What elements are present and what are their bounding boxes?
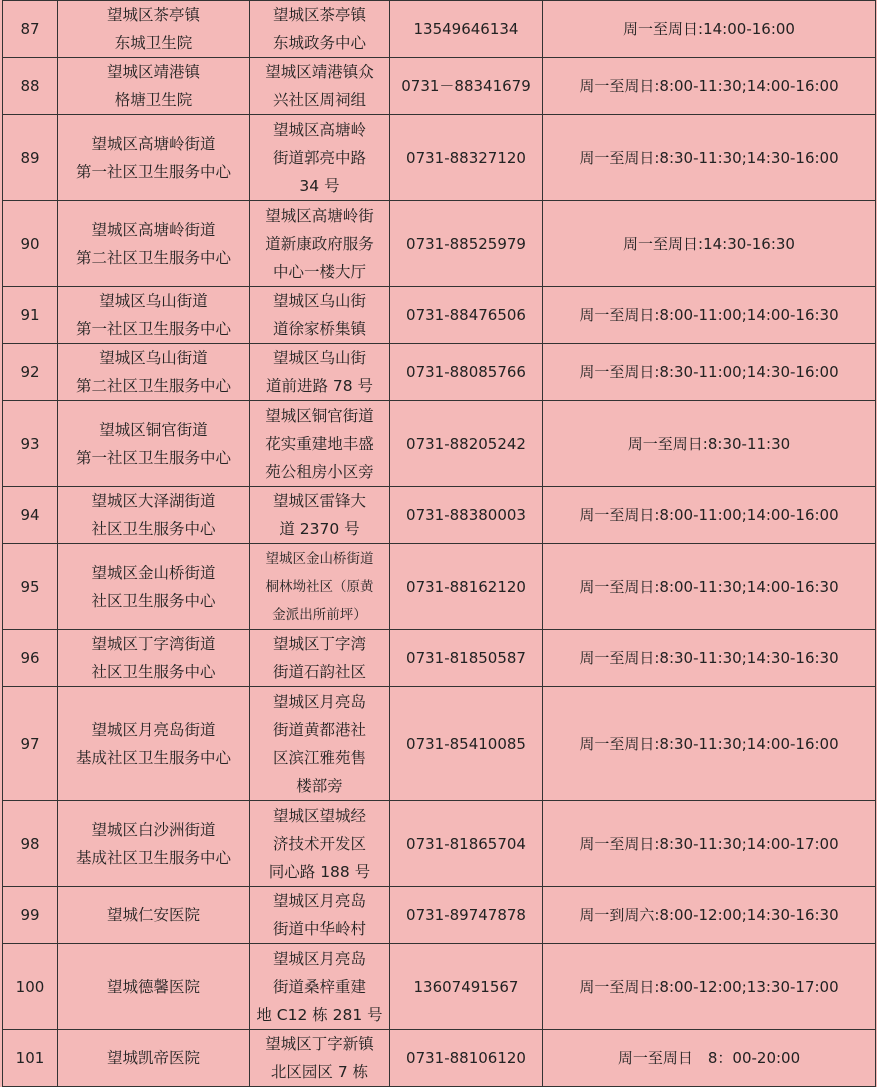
service-hours: 周一至周日:8:30-11:30;14:30-16:00: [543, 115, 876, 201]
row-number: 88: [3, 58, 58, 115]
table-row: [3, 201, 876, 287]
row-number: 99: [3, 887, 58, 944]
cell-line: 花实重建地丰盛: [265, 434, 374, 453]
service-hours: 周一至周日:8:00-11:00;14:00-16:30: [543, 287, 876, 344]
facility-name: [58, 944, 250, 1030]
facility-address: [250, 401, 390, 487]
cell-line: 34 号: [299, 176, 340, 195]
service-hours: 周一到周六:8:00-12:00;14:30-16:30: [543, 887, 876, 944]
service-hours: 周一至周日:8:30-11:30;14:30-16:30: [543, 630, 876, 687]
facility-address: [250, 58, 390, 115]
cell-line: 望城区丁字新镇: [265, 1035, 374, 1053]
cell-line: 望城区乌山街道: [99, 349, 208, 367]
cell-line: 金派出所前坪）: [272, 606, 367, 623]
phone-number: 0731-88106120: [390, 1030, 543, 1087]
service-hours: 周一至周日:8:00-12:00;13:30-17:00: [543, 944, 876, 1030]
service-hours: 周一至周日 8：00-20:00: [543, 1030, 876, 1087]
cell-line: 望城区大泽湖街道: [91, 492, 216, 510]
table-row: [3, 687, 876, 801]
phone-number: 0731-89747878: [390, 887, 543, 944]
cell-line: 济技术开发区: [272, 834, 366, 853]
table-row: [3, 1, 876, 58]
cell-line: 望城区丁字湾街道: [91, 635, 216, 653]
facility-address: [250, 1, 390, 58]
row-number: 95: [3, 544, 58, 630]
facility-address: [250, 344, 390, 401]
cell-line: 望城区靖港镇: [106, 63, 200, 81]
cell-line: 道徐家桥集镇: [272, 320, 366, 338]
row-number: 92: [3, 344, 58, 401]
cell-line: 街道石韵社区: [272, 663, 366, 681]
cell-line: 第一社区卫生服务中心: [75, 448, 231, 467]
cell-line: 第一社区卫生服务中心: [75, 162, 231, 181]
cell-line: 基成社区卫生服务中心: [75, 748, 231, 767]
phone-number: 0731-81865704: [390, 801, 543, 887]
cell-line: 区滨江雅苑售: [272, 748, 366, 767]
row-number: 90: [3, 201, 58, 287]
facility-address: [250, 544, 390, 630]
facility-address: [250, 630, 390, 687]
cell-line: 兴社区周祠组: [272, 91, 366, 109]
facility-name: [58, 1030, 250, 1087]
service-hours: 周一至周日:14:00-16:00: [543, 1, 876, 58]
cell-line: 望城区雷锋大: [272, 492, 366, 510]
cell-line: 望城区铜官街道: [99, 420, 208, 439]
facility-name: [58, 801, 250, 887]
table-row: [3, 344, 876, 401]
table-row: [3, 887, 876, 944]
cell-line: 望城仁安医院: [106, 906, 200, 924]
phone-number: 0731－88341679: [390, 58, 543, 115]
facility-name: [58, 544, 250, 630]
cell-line: 中心一楼大厅: [272, 262, 366, 281]
facility-name: [58, 887, 250, 944]
phone-number: 0731-88476506: [390, 287, 543, 344]
row-number: 91: [3, 287, 58, 344]
table-row: [3, 58, 876, 115]
clinic-table-body: [3, 1, 876, 1087]
facility-address: [250, 944, 390, 1030]
row-number: 94: [3, 487, 58, 544]
facility-address: [250, 115, 390, 201]
phone-number: 0731-88162120: [390, 544, 543, 630]
table-row: [3, 487, 876, 544]
cell-line: 第二社区卫生服务中心: [75, 248, 231, 267]
cell-line: 社区卫生服务中心: [91, 663, 216, 681]
cell-line: 望城区高塘岭街: [265, 206, 374, 225]
cell-line: 第二社区卫生服务中心: [75, 377, 231, 395]
cell-line: 望城区月亮岛街道: [91, 720, 216, 739]
cell-line: 望城区白沙洲街道: [91, 820, 216, 839]
cell-line: 街道郭亮中路: [272, 148, 366, 167]
row-number: 98: [3, 801, 58, 887]
cell-line: 望城区月亮岛: [272, 892, 366, 910]
row-number: 96: [3, 630, 58, 687]
row-number: 89: [3, 115, 58, 201]
cell-line: 东城政务中心: [272, 34, 366, 52]
cell-line: 望城区乌山街道: [99, 292, 208, 310]
cell-line: 第一社区卫生服务中心: [75, 320, 231, 338]
cell-line: 望城德馨医院: [106, 977, 200, 996]
cell-line: 街道中华岭村: [272, 920, 366, 938]
cell-line: 街道黄都港社: [272, 720, 366, 739]
cell-line: 道 2370 号: [279, 520, 360, 538]
phone-number: 0731-85410085: [390, 687, 543, 801]
cell-line: 望城区月亮岛: [272, 949, 366, 968]
phone-number: 0731-88085766: [390, 344, 543, 401]
cell-line: 楼部旁: [296, 776, 343, 795]
facility-address: [250, 1030, 390, 1087]
table-row: [3, 401, 876, 487]
cell-line: 道前进路 78 号: [265, 377, 374, 395]
phone-number: 0731-88327120: [390, 115, 543, 201]
service-hours: 周一至周日:8:00-11:00;14:00-16:00: [543, 487, 876, 544]
cell-line: 望城区望城经: [272, 806, 366, 825]
service-hours: 周一至周日:8:30-11:30;14:00-16:00: [543, 687, 876, 801]
facility-name: [58, 401, 250, 487]
service-hours: 周一至周日:8:00-11:30;14:00-16:30: [543, 544, 876, 630]
cell-line: 望城区乌山街: [272, 349, 366, 367]
facility-name: [58, 58, 250, 115]
table-row: [3, 944, 876, 1030]
cell-line: 北区园区 7 栋: [270, 1063, 369, 1081]
facility-name: [58, 201, 250, 287]
facility-name: [58, 687, 250, 801]
facility-name: [58, 115, 250, 201]
cell-line: 望城区茶亭镇: [106, 6, 200, 24]
facility-name: [58, 1, 250, 58]
cell-line: 望城区丁字湾: [272, 635, 366, 653]
cell-line: 望城区月亮岛: [272, 692, 366, 711]
table-row: [3, 801, 876, 887]
cell-line: 望城区高塘岭街道: [91, 220, 216, 239]
service-hours: 周一至周日:8:30-11:00;14:30-16:00: [543, 344, 876, 401]
cell-line: 望城区茶亭镇: [272, 6, 366, 24]
phone-number: 0731-88525979: [390, 201, 543, 287]
table-row: [3, 115, 876, 201]
cell-line: 望城区高塘岭街道: [91, 134, 216, 153]
cell-line: 地 C12 栋 281 号: [256, 1005, 383, 1024]
service-hours: 周一至周日:8:00-11:30;14:00-16:00: [543, 58, 876, 115]
cell-line: 望城区靖港镇众: [265, 63, 374, 81]
cell-line: 望城区金山桥街道: [265, 550, 374, 567]
table-row: [3, 287, 876, 344]
cell-line: 望城凯帝医院: [106, 1049, 200, 1067]
facility-address: [250, 201, 390, 287]
cell-line: 望城区铜官街道: [265, 406, 374, 425]
table-row: [3, 1030, 876, 1087]
cell-line: 格塘卫生院: [114, 91, 193, 109]
facility-address: [250, 487, 390, 544]
row-number: 100: [3, 944, 58, 1030]
service-hours: 周一至周日:8:30-11:30: [543, 401, 876, 487]
cell-line: 同心路 188 号: [268, 862, 371, 881]
service-hours: 周一至周日:14:30-16:30: [543, 201, 876, 287]
cell-line: 社区卫生服务中心: [91, 520, 216, 538]
clinic-table: [2, 0, 876, 1087]
cell-line: 东城卫生院: [114, 34, 193, 52]
phone-number: 13607491567: [390, 944, 543, 1030]
cell-line: 望城区乌山街: [272, 292, 366, 310]
table-row: [3, 630, 876, 687]
row-number: 93: [3, 401, 58, 487]
cell-line: 望城区金山桥街道: [91, 563, 216, 582]
phone-number: 0731-81850587: [390, 630, 543, 687]
row-number: 101: [3, 1030, 58, 1087]
cell-line: 基成社区卫生服务中心: [75, 848, 231, 867]
table-row: [3, 544, 876, 630]
row-number: 97: [3, 687, 58, 801]
cell-line: 苑公租房小区旁: [265, 462, 374, 481]
phone-number: 0731-88380003: [390, 487, 543, 544]
facility-address: [250, 687, 390, 801]
service-hours: 周一至周日:8:30-11:30;14:00-17:00: [543, 801, 876, 887]
facility-name: [58, 344, 250, 401]
cell-line: 望城区高塘岭: [272, 120, 366, 139]
facility-address: [250, 801, 390, 887]
facility-name: [58, 287, 250, 344]
facility-address: [250, 887, 390, 944]
cell-line: 街道桑梓重建: [272, 977, 366, 996]
phone-number: 13549646134: [390, 1, 543, 58]
cell-line: 社区卫生服务中心: [91, 591, 216, 610]
facility-address: [250, 287, 390, 344]
cell-line: 道新康政府服务: [265, 234, 374, 253]
row-number: 87: [3, 1, 58, 58]
facility-name: [58, 630, 250, 687]
facility-name: [58, 487, 250, 544]
phone-number: 0731-88205242: [390, 401, 543, 487]
cell-line: 桐林坳社区（原黄: [265, 578, 374, 595]
